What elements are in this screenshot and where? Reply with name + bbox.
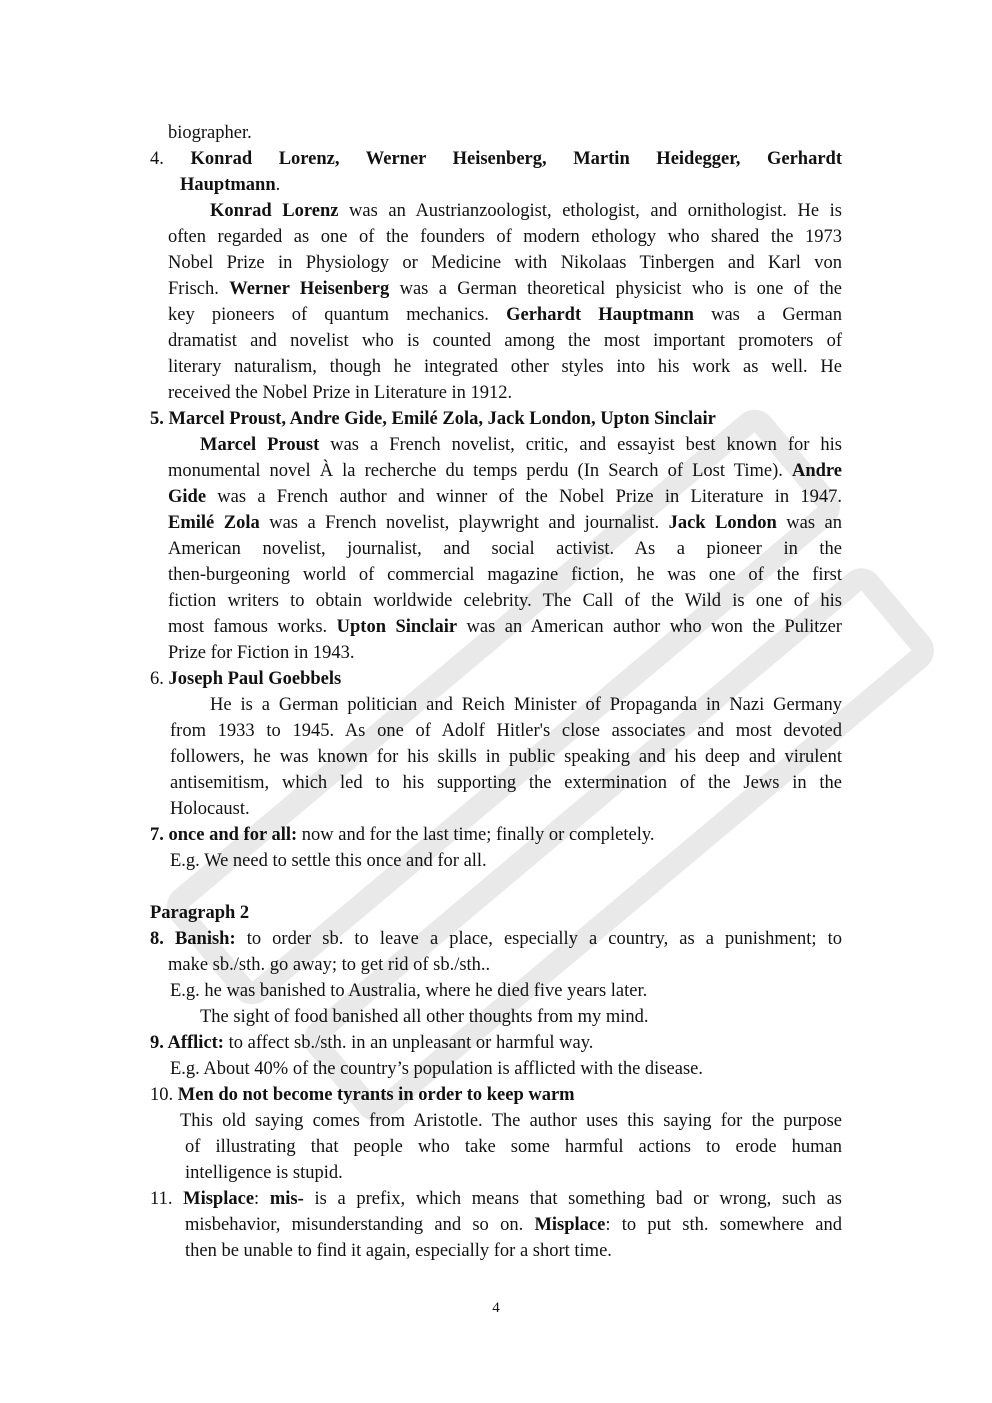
- bold-term: Men do not become tyrants in order to keep warm: [177, 1085, 575, 1105]
- text-run: make sb./sth. go away; to get rid of sb./sth..: [168, 955, 491, 975]
- bold-term: Misplace: [534, 1215, 606, 1235]
- text-run: to affect sb./sth. in an unpleasant or harmful way.: [223, 1033, 594, 1053]
- text-line-21: [168, 640, 568, 666]
- item-11-heading: [150, 1186, 842, 1212]
- bold-term: mis-: [269, 1189, 304, 1209]
- bold-term: Konrad Lorenz, Werner Heisenberg, Martin Heidegger, Gerhardt: [190, 149, 842, 169]
- text-run: misbehavior, misunderstanding and so on.: [185, 1215, 535, 1235]
- text-run: most famous works.: [168, 617, 337, 637]
- text-line-38: [180, 1108, 842, 1134]
- text-line-18: [168, 562, 842, 588]
- item-10-heading: [150, 1082, 842, 1108]
- text-run: received the Nobel Prize in Literature in 1912.: [168, 383, 513, 403]
- text-run: fiction writers to obtain worldwide celebrity. The Call of the Wild is one of his: [168, 591, 842, 611]
- text-line-32: [168, 952, 768, 978]
- bold-term: 7. once and for all:: [150, 825, 298, 845]
- item-4-heading: [150, 146, 842, 172]
- bold-term: 5. Marcel Proust, Andre Gide, Emilé Zola, Jack London, Upton Sinclair: [150, 409, 716, 429]
- text-run: E.g. About 40% of the country’s population is afflicted with the disease.: [170, 1059, 703, 1079]
- bold-term: Gerhardt Hauptmann: [506, 305, 694, 325]
- text-run: dramatist and novelist who is counted among the most important promoters of: [168, 331, 842, 351]
- text-run: He is a German politician and Reich Minister of Propaganda in Nazi Germany: [210, 695, 842, 715]
- text-line-4: [210, 198, 842, 224]
- text-run: Prize for Fiction in 1943.: [168, 643, 355, 663]
- text-run: was a French novelist, playwright and journalist.: [259, 513, 669, 533]
- text-line-19: [168, 588, 842, 614]
- text-run: is a prefix, which means that something bad or wrong, such as: [303, 1189, 842, 1209]
- text-line-13: [200, 432, 842, 458]
- text-run: then-burgeoning world of commercial magazine fiction, he was one of the first: [168, 565, 842, 585]
- bold-term: Gide: [168, 487, 207, 507]
- text-run: intelligence is stupid.: [185, 1163, 343, 1183]
- text-line-27: [170, 796, 470, 822]
- text-line-7: [168, 276, 842, 302]
- text-run: was an American author who won the Pulitzer: [457, 617, 842, 637]
- item-8-heading: [150, 926, 842, 952]
- paragraph-2-heading: [150, 900, 450, 926]
- text-run: literary naturalism, though he integrated other styles into his work as well. He: [168, 357, 842, 377]
- item-5-heading: [150, 406, 842, 432]
- bold-term: Marcel Proust: [200, 435, 320, 455]
- text-run: 6.: [150, 669, 169, 689]
- text-line-9: [168, 328, 842, 354]
- bold-term: Misplace: [183, 1189, 255, 1209]
- text-run: followers, he was known for his skills in public speaking and his deep and virulent: [170, 747, 842, 767]
- text-run: now and for the last time; finally or completely.: [297, 825, 655, 845]
- text-run: E.g. he was banished to Australia, where he died five years later.: [170, 981, 648, 1001]
- text-line-42: [185, 1212, 842, 1238]
- text-run: Holocaust.: [170, 799, 250, 819]
- item-7-heading: [150, 822, 842, 848]
- text-run: E.g. We need to settle this once and for all.: [170, 851, 487, 871]
- text-line-1: [168, 120, 368, 146]
- text-run: was a German theoretical physicist who is one of the: [389, 279, 842, 299]
- text-run: was a French novelist, critic, and essayist best known for his: [319, 435, 842, 455]
- text-line-39: [185, 1134, 842, 1160]
- text-run: was a German: [693, 305, 842, 325]
- bold-term: Werner Heisenberg: [229, 279, 390, 299]
- text-run: was an Austrianzoologist, ethologist, and ornithologist. He is: [338, 201, 842, 221]
- example-line-9: [170, 1056, 842, 1082]
- text-run: Frisch.: [168, 279, 230, 299]
- item-9-heading: [150, 1030, 842, 1056]
- bold-term: Andre: [791, 461, 842, 481]
- text-run: The sight of food banished all other thoughts from my mind.: [200, 1007, 649, 1027]
- text-run: key pioneers of quantum mechanics.: [168, 305, 507, 325]
- text-line-40: [185, 1160, 585, 1186]
- text-line-5: [168, 224, 842, 250]
- text-run: American novelist, journalist, and social activist. As a pioneer in the: [168, 539, 842, 559]
- text-run: 10.: [150, 1085, 178, 1105]
- text-line-25: [170, 744, 842, 770]
- text-run: antisemitism, which led to his supporting the extermination of the Jews in the: [170, 773, 842, 793]
- text-run: to order sb. to leave a place, especially a country, as a punishment; to: [235, 929, 842, 949]
- text-line-10: [168, 354, 842, 380]
- text-run: Nobel Prize in Physiology or Medicine with Nikolaas Tinbergen and Karl von: [168, 253, 842, 273]
- text-line-6: [168, 250, 842, 276]
- text-run: 4.: [150, 149, 191, 169]
- text-run: was an: [776, 513, 842, 533]
- text-run: : to put sth. somewhere and: [605, 1215, 842, 1235]
- text-run: from 1933 to 1945. As one of Adolf Hitler's close associates and most devoted: [170, 721, 842, 741]
- text-run: monumental novel À la recherche du temps perdu (In Search of Lost Time).: [168, 461, 792, 481]
- bold-term: Jack London: [668, 513, 777, 533]
- text-line-26: [170, 770, 842, 796]
- text-line-11: [168, 380, 668, 406]
- text-line-14: [168, 458, 842, 484]
- text-line-17: [168, 536, 842, 562]
- example-line-8b: [200, 1004, 842, 1030]
- text-line-16: [168, 510, 842, 536]
- item-4-heading-cont: [180, 172, 380, 198]
- text-run: .: [275, 175, 281, 195]
- bold-term: 9. Afflict:: [150, 1033, 224, 1053]
- text-run: then be unable to find it again, especially for a short time.: [185, 1241, 612, 1261]
- bold-term: Emilé Zola: [168, 513, 260, 533]
- text-run: of illustrating that people who take some harmful actions to erode human: [185, 1137, 842, 1157]
- example-line-7: [170, 848, 770, 874]
- text-run: 11.: [150, 1189, 184, 1209]
- page-number: 4: [492, 1300, 500, 1316]
- text-line-20: [168, 614, 842, 640]
- item-6-heading: [150, 666, 550, 692]
- text-run: often regarded as one of the founders of modern ethology who shared the 1973: [168, 227, 842, 247]
- text-line-24: [170, 718, 842, 744]
- text-run: biographer.: [168, 123, 252, 143]
- bold-term: Paragraph 2: [150, 903, 250, 923]
- bold-term: Hauptmann: [180, 175, 276, 195]
- bold-term: 8. Banish:: [150, 929, 236, 949]
- bold-term: Upton Sinclair: [336, 617, 458, 637]
- bold-term: Konrad Lorenz: [210, 201, 339, 221]
- text-line-43: [185, 1238, 842, 1264]
- text-run: This old saying comes from Aristotle. The author uses this saying for the purpose: [180, 1111, 842, 1131]
- example-line-8a: [170, 978, 842, 1004]
- text-line-8: [168, 302, 842, 328]
- text-line-23: [210, 692, 842, 718]
- text-line-15: [168, 484, 842, 510]
- bold-term: Joseph Paul Goebbels: [168, 669, 342, 689]
- text-run: was a French author and winner of the Nobel Prize in Literature in 1947.: [206, 487, 842, 507]
- text-run: :: [254, 1189, 270, 1209]
